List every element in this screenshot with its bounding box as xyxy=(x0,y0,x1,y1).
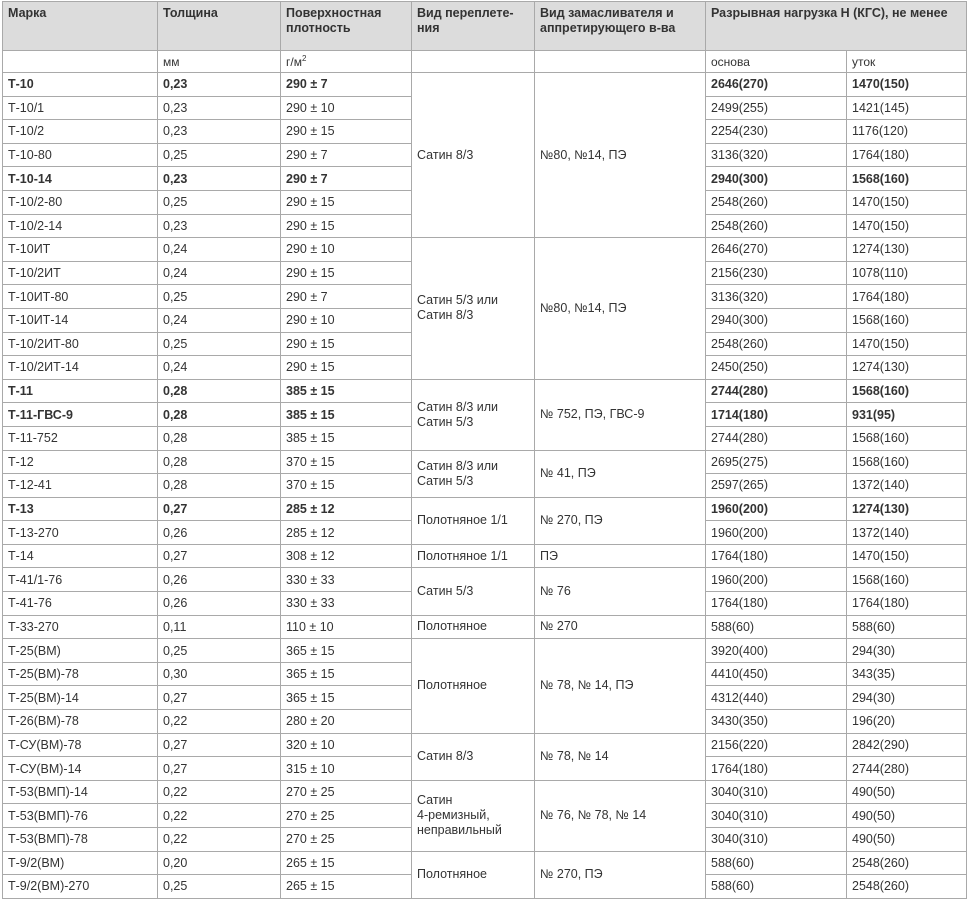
unit-finish-empty xyxy=(535,51,706,73)
cell-finish: № 76, № 78, № 14 xyxy=(535,780,706,851)
cell-mark: Т-11 xyxy=(3,379,158,403)
table-row xyxy=(3,379,967,403)
cell-weave: Сатин 4-ремизный, неправильный xyxy=(412,780,535,851)
table-row xyxy=(3,851,967,875)
cell-weft-load: 1421(145) xyxy=(847,96,967,120)
cell-weft-load: 1078(110) xyxy=(847,261,967,285)
cell-warp-load: 2695(275) xyxy=(706,450,847,474)
cell-density: 290 ± 15 xyxy=(281,356,412,380)
cell-weft-load: 1568(160) xyxy=(847,426,967,450)
cell-weave: Полотняное 1/1 xyxy=(412,544,535,568)
cell-thickness: 0,28 xyxy=(158,403,281,427)
cell-finish: ПЭ xyxy=(535,544,706,568)
cell-density: 265 ± 15 xyxy=(281,875,412,899)
cell-mark: Т-10-14 xyxy=(3,167,158,191)
cell-mark: Т-10 xyxy=(3,73,158,97)
cell-warp-load: 3920(400) xyxy=(706,639,847,663)
cell-density: 290 ± 10 xyxy=(281,238,412,262)
cell-thickness: 0,27 xyxy=(158,686,281,710)
cell-thickness: 0,23 xyxy=(158,96,281,120)
cell-warp-load: 2156(220) xyxy=(706,733,847,757)
cell-mark: Т-10ИТ xyxy=(3,238,158,262)
cell-weft-load: 1764(180) xyxy=(847,592,967,616)
cell-thickness: 0,23 xyxy=(158,73,281,97)
cell-weave: Полотняное xyxy=(412,639,535,733)
cell-density: 290 ± 7 xyxy=(281,73,412,97)
cell-density: 365 ± 15 xyxy=(281,639,412,663)
cell-warp-load: 2548(260) xyxy=(706,332,847,356)
cell-mark: Т-10/2ИТ-80 xyxy=(3,332,158,356)
header-density: Поверхностная плотность xyxy=(281,2,412,51)
cell-warp-load: 3136(320) xyxy=(706,285,847,309)
cell-thickness: 0,25 xyxy=(158,143,281,167)
cell-weft-load: 490(50) xyxy=(847,804,967,828)
cell-density: 290 ± 15 xyxy=(281,190,412,214)
cell-weft-load: 1470(150) xyxy=(847,332,967,356)
cell-mark: Т-13 xyxy=(3,497,158,521)
cell-weft-load: 1568(160) xyxy=(847,308,967,332)
cell-finish: № 270, ПЭ xyxy=(535,851,706,898)
cell-thickness: 0,22 xyxy=(158,828,281,852)
cell-thickness: 0,20 xyxy=(158,851,281,875)
cell-weft-load: 1274(130) xyxy=(847,497,967,521)
cell-thickness: 0,24 xyxy=(158,308,281,332)
cell-density: 270 ± 25 xyxy=(281,804,412,828)
cell-density: 285 ± 12 xyxy=(281,497,412,521)
cell-mark: Т-12 xyxy=(3,450,158,474)
cell-warp-load: 2548(260) xyxy=(706,214,847,238)
cell-mark: Т-33-270 xyxy=(3,615,158,639)
cell-density: 265 ± 15 xyxy=(281,851,412,875)
cell-density: 385 ± 15 xyxy=(281,426,412,450)
cell-thickness: 0,27 xyxy=(158,733,281,757)
cell-warp-load: 1764(180) xyxy=(706,592,847,616)
cell-weft-load: 588(60) xyxy=(847,615,967,639)
cell-finish: № 78, № 14 xyxy=(535,733,706,780)
cell-weft-load: 196(20) xyxy=(847,710,967,734)
cell-weft-load: 1568(160) xyxy=(847,450,967,474)
cell-weft-load: 2744(280) xyxy=(847,757,967,781)
cell-mark: Т-10ИТ-14 xyxy=(3,308,158,332)
cell-weft-load: 1372(140) xyxy=(847,521,967,545)
cell-warp-load: 1714(180) xyxy=(706,403,847,427)
cell-warp-load: 2156(230) xyxy=(706,261,847,285)
cell-thickness: 0,22 xyxy=(158,710,281,734)
unit-thickness: мм xyxy=(158,51,281,73)
cell-density: 290 ± 15 xyxy=(281,261,412,285)
cell-density: 270 ± 25 xyxy=(281,828,412,852)
cell-weave: Полотняное xyxy=(412,851,535,898)
cell-weft-load: 1470(150) xyxy=(847,190,967,214)
table-row xyxy=(3,733,967,757)
unit-warp: основа xyxy=(706,51,847,73)
cell-finish: №80, №14, ПЭ xyxy=(535,238,706,380)
cell-thickness: 0,28 xyxy=(158,450,281,474)
cell-density: 285 ± 12 xyxy=(281,521,412,545)
cell-warp-load: 2646(270) xyxy=(706,238,847,262)
cell-mark: Т-26(ВМ)-78 xyxy=(3,710,158,734)
cell-density: 308 ± 12 xyxy=(281,544,412,568)
cell-weft-load: 1372(140) xyxy=(847,474,967,498)
cell-thickness: 0,26 xyxy=(158,521,281,545)
unit-mark-empty xyxy=(3,51,158,73)
cell-mark: Т-10/2-80 xyxy=(3,190,158,214)
cell-density: 270 ± 25 xyxy=(281,780,412,804)
header-thickness: Толщина xyxy=(158,2,281,51)
cell-weft-load: 1568(160) xyxy=(847,167,967,191)
cell-weft-load: 1764(180) xyxy=(847,285,967,309)
cell-warp-load: 1960(200) xyxy=(706,521,847,545)
cell-weft-load: 1470(150) xyxy=(847,214,967,238)
cell-density: 280 ± 20 xyxy=(281,710,412,734)
cell-thickness: 0,27 xyxy=(158,497,281,521)
cell-thickness: 0,23 xyxy=(158,167,281,191)
cell-thickness: 0,25 xyxy=(158,332,281,356)
cell-warp-load: 2548(260) xyxy=(706,190,847,214)
cell-mark: Т-10-80 xyxy=(3,143,158,167)
cell-thickness: 0,26 xyxy=(158,592,281,616)
cell-warp-load: 4410(450) xyxy=(706,662,847,686)
cell-weft-load: 1470(150) xyxy=(847,544,967,568)
table-row xyxy=(3,568,967,592)
cell-mark: Т-10/1 xyxy=(3,96,158,120)
cell-thickness: 0,23 xyxy=(158,120,281,144)
cell-warp-load: 588(60) xyxy=(706,615,847,639)
cell-weave: Сатин 8/3 xyxy=(412,733,535,780)
cell-thickness: 0,24 xyxy=(158,261,281,285)
cell-density: 290 ± 15 xyxy=(281,214,412,238)
cell-density: 320 ± 10 xyxy=(281,733,412,757)
cell-warp-load: 588(60) xyxy=(706,875,847,899)
table-row xyxy=(3,544,967,568)
cell-mark: Т-СУ(ВМ)-14 xyxy=(3,757,158,781)
cell-density: 290 ± 15 xyxy=(281,332,412,356)
cell-weave: Полотняное xyxy=(412,615,535,639)
cell-mark: Т-10/2ИТ-14 xyxy=(3,356,158,380)
cell-warp-load: 2597(265) xyxy=(706,474,847,498)
cell-warp-load: 2499(255) xyxy=(706,96,847,120)
cell-warp-load: 2744(280) xyxy=(706,379,847,403)
cell-density: 365 ± 15 xyxy=(281,662,412,686)
cell-density: 385 ± 15 xyxy=(281,379,412,403)
cell-finish: №80, №14, ПЭ xyxy=(535,73,706,238)
cell-mark: Т-14 xyxy=(3,544,158,568)
cell-mark: Т-9/2(ВМ) xyxy=(3,851,158,875)
cell-weft-load: 2548(260) xyxy=(847,875,967,899)
cell-thickness: 0,25 xyxy=(158,639,281,663)
table-row xyxy=(3,780,967,804)
unit-density-base: г/м xyxy=(286,55,302,69)
cell-thickness: 0,27 xyxy=(158,544,281,568)
cell-mark: Т-11-752 xyxy=(3,426,158,450)
unit-density-sup: 2 xyxy=(301,54,307,63)
cell-weft-load: 2842(290) xyxy=(847,733,967,757)
cell-density: 370 ± 15 xyxy=(281,474,412,498)
cell-thickness: 0,22 xyxy=(158,804,281,828)
cell-weft-load: 294(30) xyxy=(847,639,967,663)
cell-thickness: 0,27 xyxy=(158,757,281,781)
cell-warp-load: 4312(440) xyxy=(706,686,847,710)
cell-mark: Т-10ИТ-80 xyxy=(3,285,158,309)
cell-weave: Полотняное 1/1 xyxy=(412,497,535,544)
cell-warp-load: 1764(180) xyxy=(706,544,847,568)
cell-weave: Сатин 5/3 или Сатин 8/3 xyxy=(412,238,535,380)
table-row xyxy=(3,639,967,663)
cell-weft-load: 1568(160) xyxy=(847,379,967,403)
table-row xyxy=(3,73,967,97)
cell-weft-load: 343(35) xyxy=(847,662,967,686)
header-finish: Вид замасливателя и аппретирующего в-ва xyxy=(535,2,706,51)
cell-warp-load: 3040(310) xyxy=(706,780,847,804)
cell-warp-load: 2646(270) xyxy=(706,73,847,97)
header-mark: Марка xyxy=(3,2,158,51)
cell-warp-load: 2940(300) xyxy=(706,167,847,191)
cell-weft-load: 1274(130) xyxy=(847,356,967,380)
cell-density: 330 ± 33 xyxy=(281,592,412,616)
cell-warp-load: 1960(200) xyxy=(706,497,847,521)
cell-mark: Т-13-270 xyxy=(3,521,158,545)
table-body xyxy=(3,73,967,899)
cell-mark: Т-11-ГВС-9 xyxy=(3,403,158,427)
unit-weave-empty xyxy=(412,51,535,73)
table-row xyxy=(3,450,967,474)
cell-weft-load: 294(30) xyxy=(847,686,967,710)
cell-mark: Т-53(ВМП)-76 xyxy=(3,804,158,828)
cell-mark: Т-9/2(ВМ)-270 xyxy=(3,875,158,899)
cell-weft-load: 1176(120) xyxy=(847,120,967,144)
cell-density: 290 ± 15 xyxy=(281,120,412,144)
cell-weft-load: 2548(260) xyxy=(847,851,967,875)
cell-mark: Т-25(ВМ)-14 xyxy=(3,686,158,710)
cell-warp-load: 2254(230) xyxy=(706,120,847,144)
cell-warp-load: 2744(280) xyxy=(706,426,847,450)
cell-density: 290 ± 7 xyxy=(281,143,412,167)
cell-mark: Т-10/2 xyxy=(3,120,158,144)
cell-warp-load: 2940(300) xyxy=(706,308,847,332)
fabric-specs-table xyxy=(2,1,967,899)
cell-finish: № 752, ПЭ, ГВС-9 xyxy=(535,379,706,450)
header-weave: Вид переплете-ния xyxy=(412,2,535,51)
cell-warp-load: 3040(310) xyxy=(706,828,847,852)
cell-mark: Т-25(ВМ)-78 xyxy=(3,662,158,686)
cell-warp-load: 1764(180) xyxy=(706,757,847,781)
cell-mark: Т-12-41 xyxy=(3,474,158,498)
cell-weft-load: 931(95) xyxy=(847,403,967,427)
cell-finish: № 41, ПЭ xyxy=(535,450,706,497)
cell-mark: Т-25(ВМ) xyxy=(3,639,158,663)
cell-weave: Сатин 8/3 xyxy=(412,73,535,238)
cell-warp-load: 3040(310) xyxy=(706,804,847,828)
unit-density xyxy=(281,51,412,73)
unit-weft: уток xyxy=(847,51,967,73)
cell-thickness: 0,28 xyxy=(158,474,281,498)
cell-density: 290 ± 10 xyxy=(281,308,412,332)
cell-thickness: 0,25 xyxy=(158,190,281,214)
cell-density: 330 ± 33 xyxy=(281,568,412,592)
cell-mark: Т-10/2-14 xyxy=(3,214,158,238)
cell-thickness: 0,28 xyxy=(158,379,281,403)
cell-finish: № 78, № 14, ПЭ xyxy=(535,639,706,733)
cell-weft-load: 1274(130) xyxy=(847,238,967,262)
cell-density: 385 ± 15 xyxy=(281,403,412,427)
table-row xyxy=(3,497,967,521)
cell-thickness: 0,25 xyxy=(158,875,281,899)
cell-weave: Сатин 5/3 xyxy=(412,568,535,615)
cell-weave: Сатин 8/3 или Сатин 5/3 xyxy=(412,450,535,497)
cell-thickness: 0,26 xyxy=(158,568,281,592)
units-row xyxy=(3,51,967,73)
cell-mark: Т-СУ(ВМ)-78 xyxy=(3,733,158,757)
cell-weave: Сатин 8/3 или Сатин 5/3 xyxy=(412,379,535,450)
cell-mark: Т-10/2ИТ xyxy=(3,261,158,285)
cell-density: 365 ± 15 xyxy=(281,686,412,710)
cell-weft-load: 490(50) xyxy=(847,828,967,852)
cell-density: 290 ± 7 xyxy=(281,167,412,191)
cell-thickness: 0,11 xyxy=(158,615,281,639)
header-breaking-load: Разрывная нагрузка Н (КГС), не менее xyxy=(706,2,967,51)
cell-thickness: 0,22 xyxy=(158,780,281,804)
cell-mark: Т-41-76 xyxy=(3,592,158,616)
cell-weft-load: 1764(180) xyxy=(847,143,967,167)
cell-mark: Т-53(ВМП)-14 xyxy=(3,780,158,804)
cell-weft-load: 490(50) xyxy=(847,780,967,804)
cell-finish: № 270, ПЭ xyxy=(535,497,706,544)
cell-density: 290 ± 10 xyxy=(281,96,412,120)
cell-warp-load: 588(60) xyxy=(706,851,847,875)
cell-thickness: 0,28 xyxy=(158,426,281,450)
cell-density: 110 ± 10 xyxy=(281,615,412,639)
cell-thickness: 0,24 xyxy=(158,238,281,262)
header-row xyxy=(3,2,967,51)
cell-mark: Т-41/1-76 xyxy=(3,568,158,592)
cell-warp-load: 3430(350) xyxy=(706,710,847,734)
cell-thickness: 0,30 xyxy=(158,662,281,686)
cell-mark: Т-53(ВМП)-78 xyxy=(3,828,158,852)
cell-thickness: 0,25 xyxy=(158,285,281,309)
cell-warp-load: 1960(200) xyxy=(706,568,847,592)
cell-density: 315 ± 10 xyxy=(281,757,412,781)
cell-warp-load: 2450(250) xyxy=(706,356,847,380)
cell-thickness: 0,23 xyxy=(158,214,281,238)
cell-finish: № 270 xyxy=(535,615,706,639)
cell-thickness: 0,24 xyxy=(158,356,281,380)
cell-density: 370 ± 15 xyxy=(281,450,412,474)
cell-weft-load: 1568(160) xyxy=(847,568,967,592)
table-row xyxy=(3,615,967,639)
cell-warp-load: 3136(320) xyxy=(706,143,847,167)
cell-weft-load: 1470(150) xyxy=(847,73,967,97)
table-row xyxy=(3,238,967,262)
cell-finish: № 76 xyxy=(535,568,706,615)
cell-density: 290 ± 7 xyxy=(281,285,412,309)
